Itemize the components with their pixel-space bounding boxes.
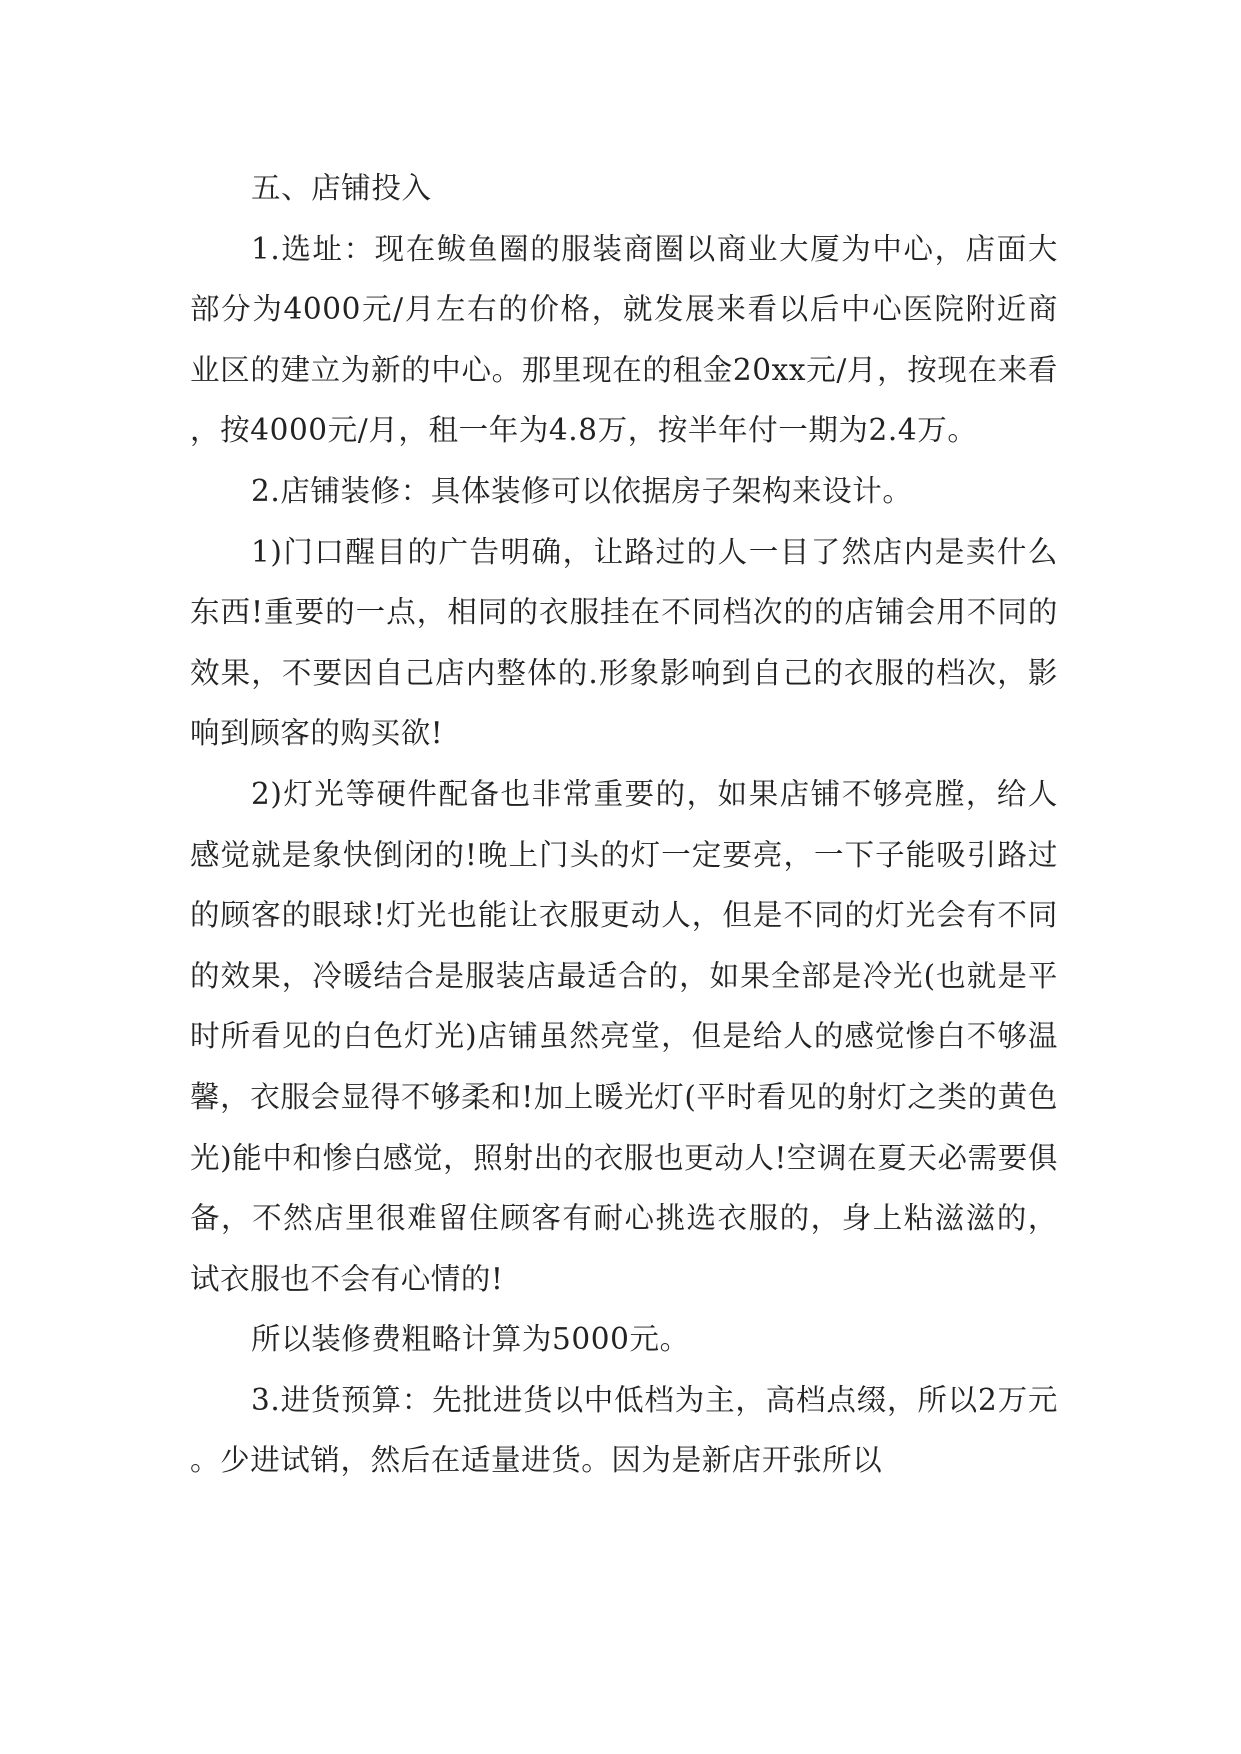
paragraph-purchase-budget: 3.进货预算：先批进货以中低档为主，高档点缀，所以2万元。少进试销，然后在适量进货。因为是新店开张所以 [190, 1382, 1058, 1478]
document-body [190, 158, 1058, 1491]
paragraph-store-decoration: 2.店铺装修：具体装修可以依据房子架构来设计。 [251, 473, 913, 508]
paragraph-site-selection: 1.选址：现在鲅鱼圈的服装商圈以商业大厦为中心，店面大部分为4000元/月左右的价格，就发展来看以后中心医院附近商业区的建立为新的中心。那里现在的租金20xx元/月，按现在来看，按4000元/月，租一年为4.8万，按半年付一期为2.4万。 [190, 231, 1058, 448]
paragraph-lighting-hardware: 2)灯光等硬件配备也非常重要的，如果店铺不够亮膛，给人感觉就是象快倒闭的!晚上门头的灯一定要亮，一下子能吸引路过的顾客的眼球!灯光也能让衣服更动人，但是不同的灯光会有不同的效果，冷暖结合是服装店最适合的，如果全部是冷光(也就是平时所看见的白色灯光)店铺虽然亮堂，但是给人的感觉惨白不够温馨，衣服会显得不够柔和!加上暖光灯(平时看见的射灯之类的黄色光)能中和惨白感觉，照射出的衣服也更动人!空调在夏天必需要俱备，不然店里很难留住顾客有耐心挑选衣服的，身上粘滋滋的，试衣服也不会有心情的! [190, 776, 1058, 1296]
paragraph-entrance-advertising: 1)门口醒目的广告明确，让路过的人一目了然店内是卖什么东西!重要的一点，相同的衣服挂在不同档次的的店铺会用不同的效果，不要因自己店内整体的.形象影响到自己的衣服的档次，影响到顾客的购买欲! [190, 534, 1058, 751]
paragraph-decoration-cost: 所以装修费粗略计算为5000元。 [251, 1322, 690, 1357]
section-heading: 五、店铺投入 [251, 171, 432, 205]
